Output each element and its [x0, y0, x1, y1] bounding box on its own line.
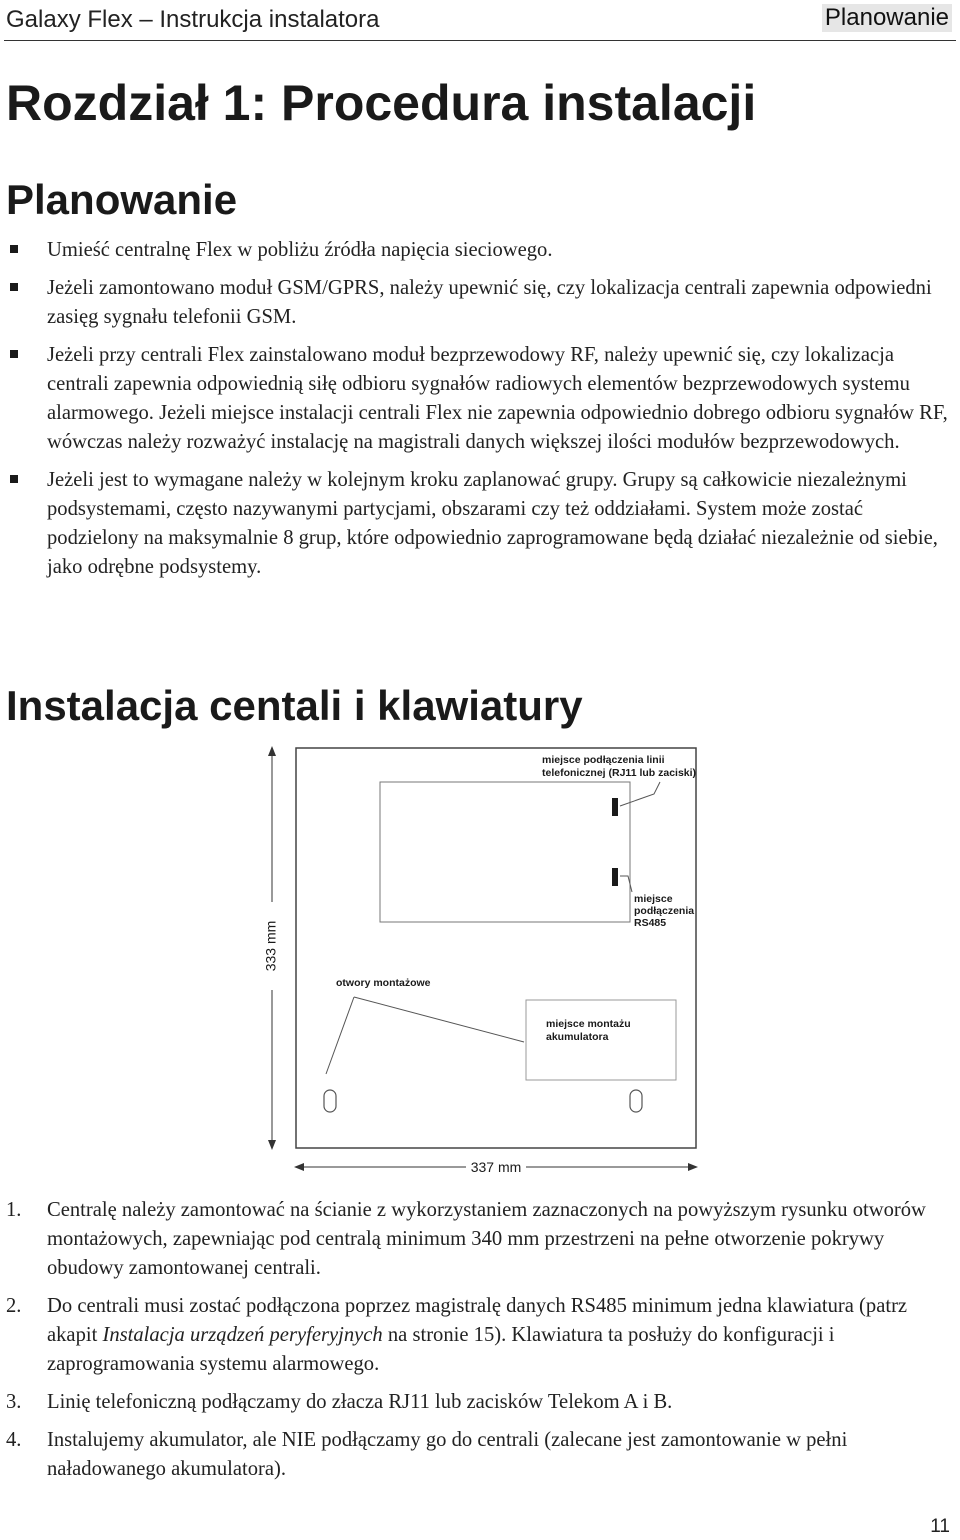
bullet-text: Umieść centralnę Flex w pobliżu źródła napięcia sieciowego.: [47, 239, 553, 261]
mounting-hole-icon: [324, 1090, 336, 1112]
planning-bullet-list: [0, 236, 948, 591]
header-divider: [4, 40, 956, 41]
step-text-before: Do centrali musi zostać podłączona poprzez magistralę danych RS485 minimum jedna klawiatura (patrz akapit: [47, 1295, 908, 1346]
installation-steps-list: [0, 1196, 948, 1493]
step-number: 4.: [6, 1429, 22, 1451]
phone-connector-icon: [612, 798, 618, 816]
list-item: [0, 341, 948, 457]
rs485-connector-icon: [612, 868, 618, 886]
board-outline: [380, 782, 630, 922]
label-mount-holes: otwory montażowe: [336, 977, 431, 989]
dim-width-label: 337 mm: [470, 1159, 522, 1175]
installation-diagram: [250, 742, 710, 1182]
arrow-right-icon: [688, 1163, 698, 1171]
bullet-text: Jeżeli zamontowano moduł GSM/GPRS, należy upewnić się, czy lokalizacja centrali zapewnia odpowiedni zasięg sygnału telefonii GSM.: [47, 277, 932, 328]
diagram-svg: [250, 742, 710, 1182]
step-number: 2.: [6, 1295, 22, 1317]
label-phone-line-1: miejsce podłączenia linii: [542, 754, 665, 766]
cross-reference-link[interactable]: Instalacja urządzeń peryferyjnych: [102, 1324, 383, 1346]
arrow-down-icon: [268, 1140, 276, 1150]
header-title: Galaxy Flex – Instrukcja instalatora: [6, 6, 380, 33]
pointer-line-holes-2: [354, 997, 524, 1042]
bullet-square-icon: [10, 475, 18, 483]
list-item: [0, 1388, 948, 1417]
list-item: [0, 1196, 948, 1283]
mounting-hole-icon: [630, 1090, 642, 1112]
list-item: [0, 466, 948, 582]
section-title-planning: Planowanie: [6, 176, 238, 223]
label-rs485-1: miejsce: [634, 893, 673, 905]
chapter-title: Rozdział 1: Procedura instalacji: [6, 75, 757, 131]
step-text: Instalujemy akumulator, ale NIE podłączamy go do centrali (zalecane jest zamontowanie w pełni naładowanego akumulatora).: [47, 1429, 848, 1480]
step-text-after: na stronie 15). Klawiatura ta posłuży do konfiguracji i zaprogramowania systemu alarmowego.: [47, 1324, 835, 1375]
pointer-line-phone: [620, 782, 660, 806]
step-number: 1.: [6, 1199, 22, 1221]
list-item: [0, 1426, 948, 1484]
label-phone-line-2: telefonicznej (RJ11 lub zaciski): [542, 767, 697, 779]
header-section: Planowanie: [822, 4, 952, 32]
pointer-line-holes-1: [326, 997, 354, 1074]
list-item: [0, 274, 948, 332]
bullet-square-icon: [10, 283, 18, 291]
dim-height-label: 333 mm: [262, 920, 279, 972]
bullet-square-icon: [10, 350, 18, 358]
arrow-up-icon: [268, 746, 276, 756]
label-battery-2: akumulatora: [546, 1031, 609, 1043]
bullet-text: Jeżeli jest to wymagane należy w kolejnym kroku zaplanować grupy. Grupy są całkowicie niezależnymi podsystemami, często nazywanymi partycjami, obszarami czy też oddziałami. System może zostać podzielony na maksymalnie 8 grup, które odpowiednio zaprogramowane będą działać niezależnie od siebie, jako odrębne podsystemy.: [47, 469, 938, 578]
list-item: [0, 1292, 948, 1379]
page-number: 11: [930, 1516, 950, 1537]
label-battery-1: miejsce montażu: [546, 1018, 631, 1030]
step-text: Linię telefoniczną podłączamy do złacza RJ11 lub zacisków Telekom A i B.: [47, 1391, 673, 1413]
label-rs485-3: RS485: [634, 917, 667, 929]
list-item: [0, 236, 948, 265]
step-number: 3.: [6, 1391, 22, 1413]
housing-outline: [296, 748, 696, 1148]
bullet-text: Jeżeli przy centrali Flex zainstalowano moduł bezprzewodowy RF, należy upewnić się, czy lokalizacja centrali zapewnia odpowiednią siłę odbioru sygnałów radiowych elementów bezprzewodowych systemu alarmowego. Jeżeli miejsce instalacji centrali Flex nie zapewnia odpowiednio dobrego odbioru sygnałów RF, wówczas należy rozważyć instalację na magistrali danych większej ilości modułów bezprzewodowych.: [47, 344, 948, 453]
label-rs485-2: podłączenia: [634, 905, 695, 917]
arrow-left-icon: [294, 1163, 304, 1171]
bullet-square-icon: [10, 245, 18, 253]
step-text: Centralę należy zamontować na ścianie z wykorzystaniem zaznaczonych na powyższym rysunku otworów montażowych, zapewniając pod centralą minimum 340 mm przestrzeni na pełne otworzenie pokrywy obudowy zamontowanej centrali.: [47, 1199, 926, 1279]
section-title-installation: Instalacja centali i klawiatury: [6, 682, 583, 729]
